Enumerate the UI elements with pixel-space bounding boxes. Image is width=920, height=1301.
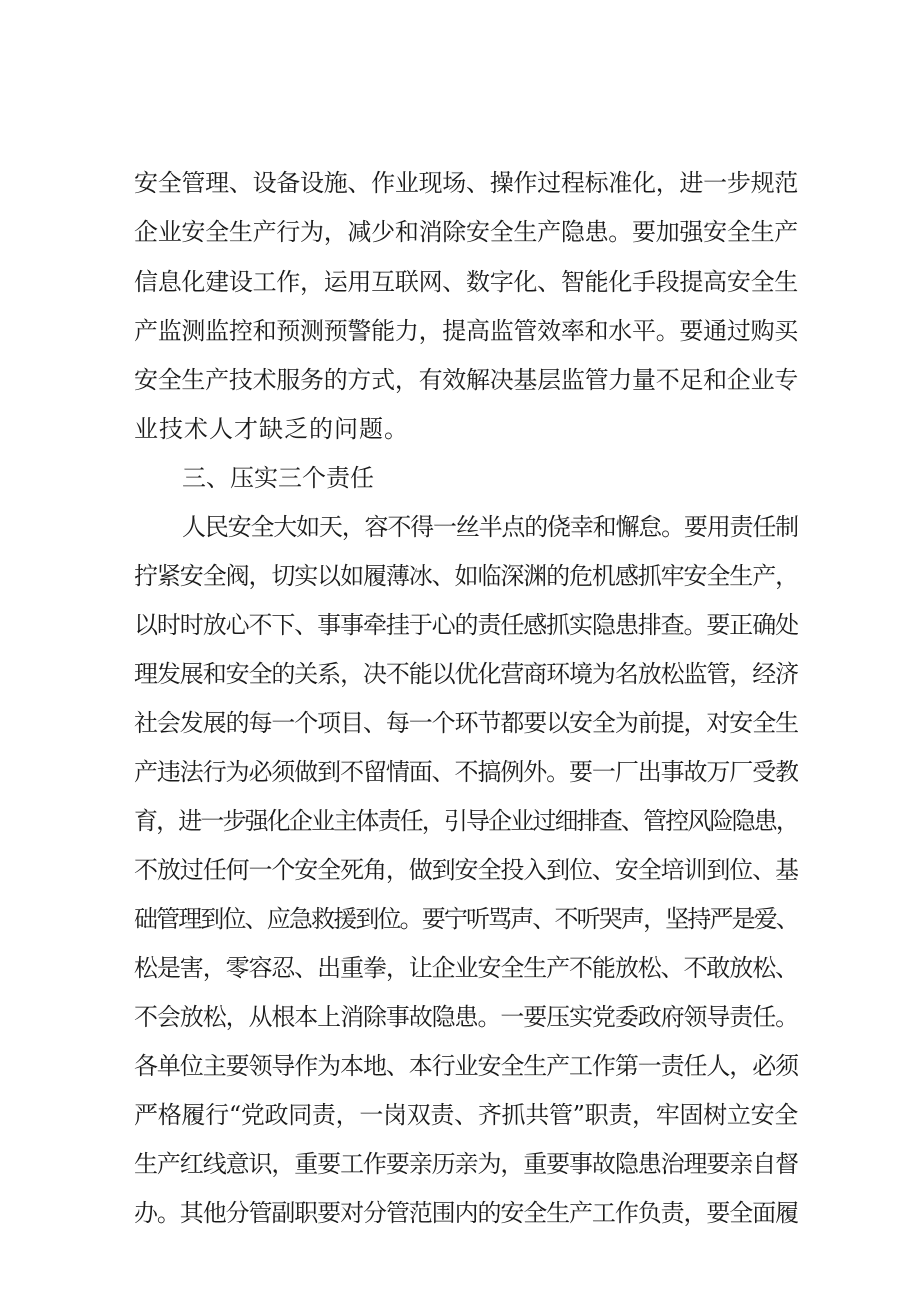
text-line-14: 育，进一步强化企业主体责任，引导企业过细排查、管控风险隐患， [134,807,798,835]
text-line-15: 不放过任何一个安全死角，做到安全投入到位、安全培训到位、基 [134,856,798,884]
text-line-16: 础管理到位、应急救援到位。要宁听骂声、不听哭声，坚持严是爱、 [134,905,798,933]
text-line-17: 松是害，零容忍、出重拳，让企业安全生产不能放松、不敢放松、 [134,954,798,982]
text-line-9: 拧紧安全阀，切实以如履薄冰、如临深渊的危机感抓牢安全生产， [134,562,798,590]
text-line-12: 社会发展的每一个项目、每一个环节都要以安全为前提，对安全生 [134,709,798,737]
text-line-22: 办。其他分管副职要对分管范围内的安全生产工作负责，要全面履 [134,1199,798,1227]
text-line-4: 产监测监控和预测预警能力，提高监管效率和水平。要通过购买 [134,317,798,345]
section-heading: 三、压实三个责任 [182,464,374,492]
text-line-11: 理发展和安全的关系，决不能以优化营商环境为名放松监管，经济 [134,660,798,688]
text-line-2: 企业安全生产行为，减少和消除安全生产隐患。要加强安全生产 [134,218,798,246]
text-line-13: 产违法行为必须做到不留情面、不搞例外。要一厂出事故万厂受教 [134,758,798,786]
text-line-6: 业技术人才缺乏的问题。 [134,415,409,443]
text-line-8: 人民安全大如天，容不得一丝半点的侥幸和懈怠。要用责任制 [182,513,798,541]
text-line-5: 安全生产技术服务的方式，有效解决基层监管力量不足和企业专 [134,366,798,394]
text-line-18: 不会放松，从根本上消除事故隐患。一要压实党委政府领导责任。 [134,1003,798,1031]
text-line-20: 严格履行“党政同责，一岗双责、齐抓共管”职责，牢固树立安全 [134,1101,798,1129]
text-line-19: 各单位主要领导作为本地、本行业安全生产工作第一责任人，必须 [134,1052,798,1080]
text-line-21: 生产红线意识，重要工作要亲历亲为，重要事故隐患治理要亲自督 [134,1150,798,1178]
text-line-10: 以时时放心不下、事事牵挂于心的责任感抓实隐患排查。要正确处 [134,611,798,639]
text-line-3: 信息化建设工作，运用互联网、数字化、智能化手段提高安全生 [134,268,798,296]
text-line-1: 安全管理、设备设施、作业现场、操作过程标准化，进一步规范 [134,169,798,197]
